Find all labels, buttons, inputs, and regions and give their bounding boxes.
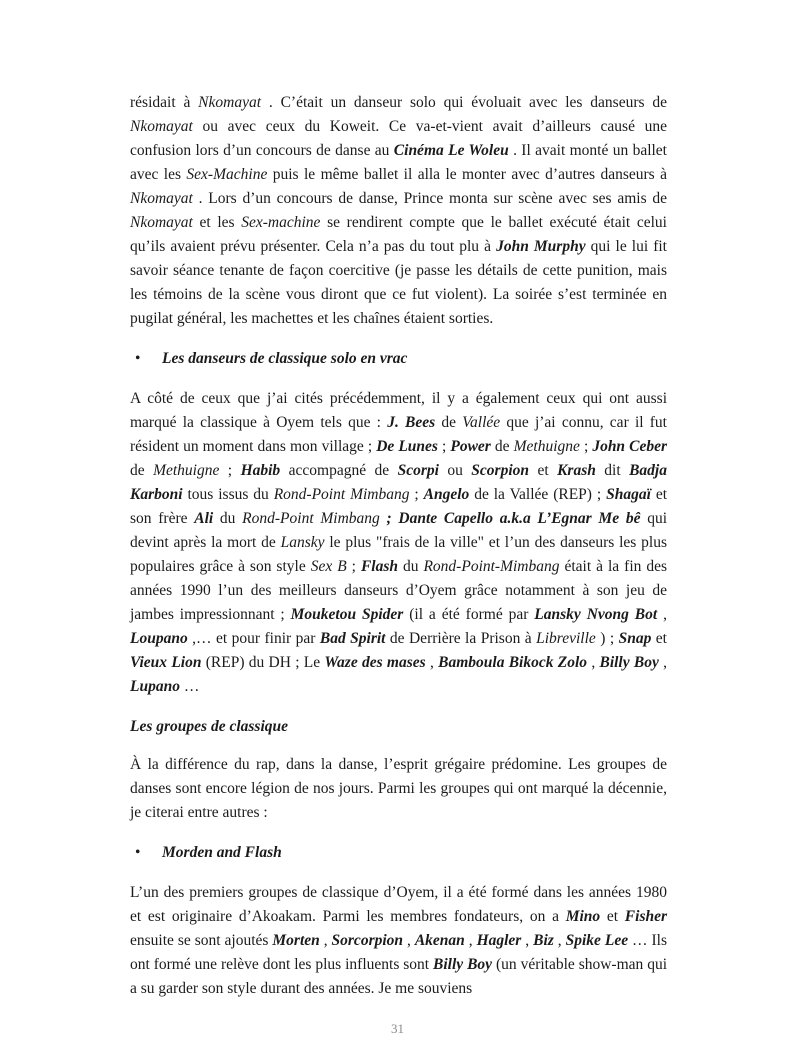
text-run: De Lunes: [376, 438, 438, 455]
text-run: Billy Boy: [433, 956, 493, 973]
text-run: Loupano: [130, 630, 188, 647]
text-run: Snap: [618, 630, 652, 647]
text-run: Billy Boy: [599, 654, 659, 671]
text-run: et: [529, 462, 558, 479]
text-run: . Lors d’un concours de danse, Prince monta sur scène avec ses amis de: [192, 190, 667, 207]
text-run: était à la fin des années 1990 l’un des meilleurs danseurs d’Oyem grâce notamment à son jeu de jambes impressionnant ;: [130, 558, 668, 623]
text-run: et les: [192, 214, 242, 231]
text-run: Bamboula Bikock Zolo: [438, 654, 588, 671]
text-run: Lansky: [280, 534, 325, 551]
text-run: ensuite se sont ajoutés: [130, 932, 273, 949]
text-run: ou avec ceux du Koweit. Ce va-et-vient avait d’ailleurs causé une confusion lors d’un concours de danse au: [130, 118, 667, 159]
text-run: Libreville: [536, 630, 596, 647]
text-run: (un véritable show-man qui a su garder son style durant des années. Je me souviens: [130, 956, 668, 997]
text-run: du: [213, 510, 243, 527]
bullet-marker: •: [135, 350, 141, 367]
text-run: Mino: [565, 908, 601, 925]
text-run: Rond-Point Mimbang: [273, 486, 410, 503]
bullet-text: [162, 347, 407, 371]
text-run: Krash: [557, 462, 596, 479]
text-run: John Ceber: [592, 438, 667, 455]
text-run: Akenan: [414, 932, 465, 949]
text-run: résidait à: [130, 94, 199, 111]
text-run: (il a été formé par: [403, 606, 535, 623]
text-run: de Derrière la Prison à: [385, 630, 537, 647]
text-run: Badja Karboni: [130, 462, 667, 503]
paragraph: [130, 91, 667, 331]
text-run: ,: [425, 654, 439, 671]
text-run: du: [398, 558, 424, 575]
text-run: Nkomayat: [130, 118, 193, 135]
text-run: Morten: [272, 932, 320, 949]
text-run: Hagler: [476, 932, 522, 949]
text-run: ,: [587, 654, 600, 671]
text-run: Methuigne: [513, 438, 580, 455]
text-run: de: [130, 462, 154, 479]
document-body: [130, 91, 667, 1013]
text-run: Scorpi: [397, 462, 439, 479]
bullet-marker: •: [135, 844, 141, 861]
text-run: ;: [579, 438, 593, 455]
text-run: . Il avait monté un ballet avec les: [130, 142, 667, 183]
text-run: Les danseurs de classique solo en vrac: [162, 350, 408, 367]
text-run: Fisher: [624, 908, 668, 925]
text-run: de la Vallée (REP) ;: [469, 486, 607, 503]
text-run: et: [600, 908, 625, 925]
text-run: L’un des premiers groupes de classique d’Oyem, il a été formé dans les années 1980 et est originaire d’Akoakam. Parmi les membres fondateurs, on a: [130, 884, 667, 925]
text-run: ; Dante Capello a.k.a L’Egnar Me bê: [379, 510, 641, 527]
text-run: Power: [450, 438, 491, 455]
text-run: Angelo: [423, 486, 470, 503]
text-run: ,: [464, 932, 477, 949]
text-run: dit: [595, 462, 630, 479]
text-run: … Ils ont formé une relève dont les plus influents sont: [130, 932, 667, 973]
text-run: Bad Spirit: [319, 630, 386, 647]
text-run: Sex B: [310, 558, 347, 575]
text-run: Scorpion: [471, 462, 530, 479]
text-run: A côté de ceux que j’ai cités précédemment, il y a également ceux qui ont aussi marqué la classique à Oyem tels que :: [130, 390, 667, 431]
text-run: ,: [319, 932, 332, 949]
text-run: Spike Lee: [565, 932, 629, 949]
text-run: puis le même ballet il alla le monter avec d’autres danseurs à: [267, 166, 668, 183]
text-run: (REP) du DH ; Le: [201, 654, 325, 671]
text-run: et son frère: [130, 486, 668, 527]
text-run: le plus "frais de la ville" et l’un des danseurs les plus populaires grâce à son style: [130, 534, 667, 575]
text-run: ,: [553, 932, 566, 949]
text-run: accompagné de: [280, 462, 398, 479]
text-run: Ali: [194, 510, 214, 527]
text-run: Rond-Point-Mimbang: [423, 558, 560, 575]
text-run: et: [651, 630, 667, 647]
text-run: …: [179, 678, 200, 695]
text-run: Vieux Lion: [130, 654, 202, 671]
text-run: J. Bees: [387, 414, 436, 431]
paragraph: [130, 753, 667, 825]
text-run: Morden and Flash: [162, 844, 282, 861]
text-run: Nkomayat: [130, 190, 193, 207]
text-run: Lansky Nvong Bot: [534, 606, 658, 623]
section-heading: [130, 715, 667, 739]
text-run: ;: [437, 438, 451, 455]
text-run: Mouketou Spider: [290, 606, 404, 623]
text-run: ,: [657, 606, 667, 623]
text-run: ) ;: [595, 630, 619, 647]
text-run: ,… et pour finir par: [187, 630, 320, 647]
text-run: Shagaï: [606, 486, 651, 503]
text-run: Flash: [360, 558, 398, 575]
bullet-text: [162, 841, 282, 865]
text-run: John Murphy: [496, 238, 586, 255]
text-run: Cinéma Le Woleu: [393, 142, 509, 159]
text-run: Rond-Point Mimbang: [242, 510, 380, 527]
text-run: Sex-machine: [241, 214, 321, 231]
text-run: que j’ai connu, car il fut résident un moment dans mon village ;: [130, 414, 667, 455]
paragraph: [130, 387, 667, 699]
text-run: Vallée: [462, 414, 501, 431]
text-run: qui devint après la mort de: [130, 510, 668, 551]
bullet-item: [135, 347, 667, 371]
text-run: se rendirent compte que le ballet exécuté était celui qu’ils avaient prévu présenter. Cela n’a pas du tout plu à: [130, 214, 667, 255]
text-run: de: [435, 414, 463, 431]
bullet-item: [135, 841, 667, 865]
text-run: Sorcorpion: [331, 932, 404, 949]
page-number: 31: [391, 1021, 404, 1036]
text-run: Biz: [533, 932, 554, 949]
text-run: Methuigne: [153, 462, 220, 479]
text-run: Habib: [240, 462, 281, 479]
text-run: ,: [521, 932, 534, 949]
text-run: tous issus du: [182, 486, 274, 503]
paragraph: [130, 881, 667, 1001]
text-run: ou: [438, 462, 472, 479]
text-run: ;: [409, 486, 424, 503]
text-run: . C’était un danseur solo qui évoluait avec les danseurs de: [261, 94, 667, 111]
text-run: Nkomayat: [198, 94, 262, 111]
text-run: Nkomayat: [130, 214, 193, 231]
text-run: À la différence du rap, dans la danse, l’esprit grégaire prédomine. Les groupes de danses sont encore légion de nos jours. Parmi les groupes qui ont marqué la décennie, je citerai entre autres :: [130, 756, 667, 821]
text-run: ;: [219, 462, 241, 479]
text-run: ,: [658, 654, 668, 671]
text-run: Les groupes de classique: [130, 718, 289, 735]
text-run: ,: [403, 932, 415, 949]
text-run: ;: [346, 558, 361, 575]
text-run: Sex-Machine: [186, 166, 268, 183]
text-run: Lupano: [130, 678, 180, 695]
text-run: Waze des mases: [324, 654, 426, 671]
text-run: qui le lui fit savoir séance tenante de façon coercitive (je passe les détails de cette punition, mais les témoins de la scène vous diront que ce fut violent). La soirée s’est terminée en pugilat général, les machettes et les chaînes étaient sorties.: [130, 238, 667, 327]
text-run: de: [490, 438, 514, 455]
